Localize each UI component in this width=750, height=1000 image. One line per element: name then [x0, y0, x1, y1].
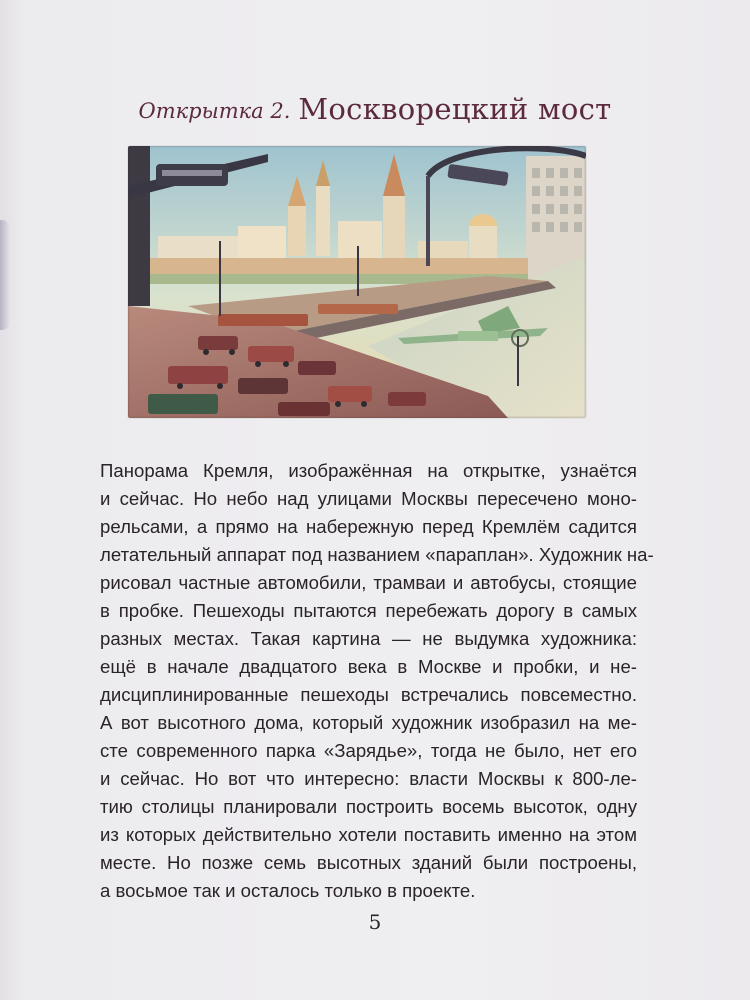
- body-line: а восьмое так и осталось только в проекте.: [100, 880, 476, 901]
- body-line: и сейчас. Но небо над улицами Москвы пересечено моно-: [100, 488, 637, 509]
- page-edge-shadow: [0, 220, 10, 330]
- body-line: ещё в начале двадцатого века в Москве и пробки, и не-: [100, 656, 637, 677]
- page-number: 5: [368, 910, 382, 934]
- body-line: рисовал частные автомобили, трамваи и автобусы, стоящие: [100, 572, 637, 593]
- body-line: месте. Но позже семь высотных зданий были построены,: [100, 852, 637, 873]
- body-line: из которых действительно хотели поставить именно на этом: [100, 824, 637, 845]
- monorail-tower: [128, 146, 150, 306]
- page-heading: [0, 92, 750, 126]
- body-text: [100, 457, 654, 905]
- body-line: и сейчас. Но вот что интересно: власти Москвы к 800-ле-: [100, 768, 637, 789]
- body-line: летательный аппарат под названием «параплан». Художник на-: [100, 544, 654, 565]
- heading-title: Москворецкий мост: [298, 92, 612, 126]
- body-line: в пробке. Пешеходы пытаются перебежать дорогу в самых: [100, 600, 637, 621]
- body-line: разных местах. Такая картина — не выдумка художника:: [100, 628, 637, 649]
- body-line: рельсами, а прямо на набережную перед Кремлём садится: [100, 516, 637, 537]
- body-line: А вот высотного дома, который художник изобразил на ме-: [100, 712, 637, 733]
- body-line: тию столицы планировали построить восемь высоток, одну: [100, 796, 637, 817]
- body-line: Панорама Кремля, изображённая на открытке, узнаётся: [100, 460, 637, 481]
- heading-kicker: Открытка 2.: [138, 99, 291, 123]
- body-line: дисциплинированные пешеходы встречались повсеместно.: [100, 684, 637, 705]
- body-line: сте современного парка «Зарядье», тогда не было, нет его: [100, 740, 637, 761]
- postcard-illustration: [128, 146, 586, 418]
